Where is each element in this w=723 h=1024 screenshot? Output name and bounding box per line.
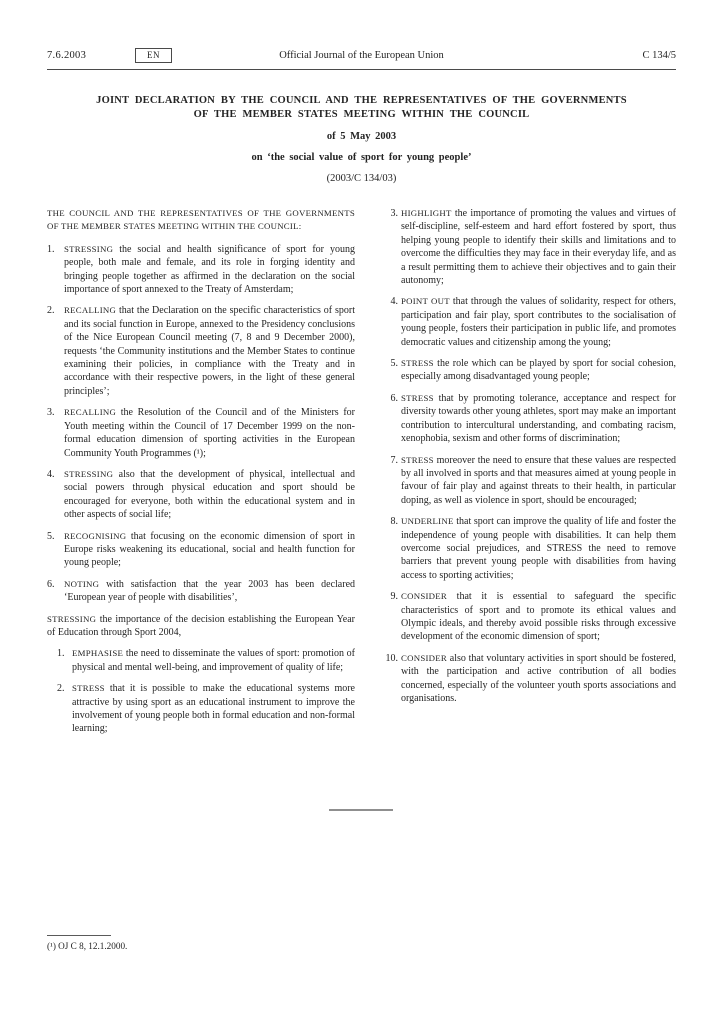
header-date: 7.6.2003 (47, 50, 87, 61)
end-divider (329, 809, 393, 811)
item-text: STRESS that it is possible to make the educational systems more attractive by using sport as an educational instrument to improve the involvement of young people both in formal education and non-formal learning; (72, 683, 355, 735)
item-text: RECALLING the Resolution of the Council and of the Ministers for Youth meeting within the Council of 17 December 1999 on the non-formal education dimension of sporting activities in the European Community Youth Programmes (¹); (64, 407, 355, 459)
sub-list-item (383, 295, 676, 349)
list-item (47, 530, 355, 570)
item-text: STRESS that by promoting tolerance, acceptance and respect for diversity towards other young athletes, sport may make an important contribution to intercultural understanding, and combating racism, xenophobia, sexism and other forms of discrimination; (401, 392, 677, 445)
sub-list-item (383, 392, 676, 446)
item-number: 10. (385, 652, 398, 664)
list-item (47, 468, 355, 522)
list-item (47, 304, 355, 398)
journal-title: Official Journal of the European Union (279, 50, 444, 61)
item-text: STRESS moreover the need to ensure that these values are respected by all involved in sports and that measures aimed at young people in favour of fair play and against threats to their health, in particular doping, as well as violence in sport, should be encouraged; (401, 454, 677, 506)
item-number: 4. (47, 468, 55, 480)
item-number: 5. (47, 530, 55, 542)
document-title: JOINT DECLARATION BY THE COUNCIL AND THE REPRESENTATIVES OF THE GOVERNMENTS OF THE MEMBER STATES MEETING WITHIN THE COUNCIL (96, 95, 627, 120)
item-number: 6. (390, 392, 398, 404)
item-text: HIGHLIGHT the importance of promoting the values and virtues of self-discipline, self-esteem and hard effort fostered by sport, thus helping young people to identify their skills and limitations and to overcome the difficulties they may face in their everyday life, and as a result permitting them to achieve their objectives and to gain their autonomy; (401, 208, 677, 287)
body-columns (47, 207, 676, 744)
item-number: 1. (47, 243, 55, 255)
page-header (47, 47, 676, 70)
item-number: 2. (57, 683, 65, 695)
page-number: C 134/5 (642, 50, 676, 61)
sub-list-item (383, 207, 676, 287)
item-text: RECOGNISING that focusing on the economic dimension of sport in Europe risks weakening its educational, social and health function for young people; (64, 530, 356, 569)
item-text: POINT OUT that through the values of solidarity, respect for others, participation and fair play, sport contributes to the socialisation of young people, fosters their participation in public life, and promotes democratic values and citizenship among the young; (401, 296, 676, 348)
item-text: STRESSING also that the development of physical, intellectual and social powers through physical education and sport should be encouraged for everyone, both within the educational system and in other aspects of social life; (64, 468, 355, 521)
footnote-text: (¹) OJ C 8, 12.1.2000. (47, 941, 128, 951)
item-number: 3. (47, 407, 55, 419)
item-text: CONSIDER also that voluntary activities in sport should be fostered, with the participation and active contribution of all bodies concerned, especially of the volunteer youth sports associations and organisations. (401, 652, 676, 704)
item-number: 6. (47, 578, 55, 590)
sub-list-item (383, 454, 676, 508)
item-text: STRESSING the social and health significance of sport for young people, both male and female, and its role in forging identity and bringing people together as affirmed in the declaration on the social importance of sport annexed to the Treaty of Amsterdam; (64, 243, 356, 296)
item-text: RECALLING that the Declaration on the specific characteristics of sport and its social function in Europe, annexed to the Presidency conclusions of the Nice European Council meeting (7, 8 and 9 December 2000), requests ‘the Community institutions and the Member States to continue examining their policies, in compliance with the Treaty and in accordance with their respective powers, in the light of these general principles’; (64, 305, 356, 397)
left-column (47, 207, 355, 744)
sub-list-item (383, 590, 676, 644)
title-block (47, 94, 676, 184)
sub-list-item (57, 647, 355, 674)
document-date-line: of 5 May 2003 (326, 131, 397, 142)
sub-list-item (383, 515, 676, 582)
footnote-rule (47, 935, 111, 936)
list-item (47, 243, 355, 297)
item-text: EMPHASISE the need to disseminate the values of sport: promotion of physical and mental well-being, and improvement of quality of life; (72, 648, 356, 673)
item-text: NOTING with satisfaction that the year 2003 has been declared ‘European year of people with disabilities’, (64, 578, 356, 604)
footnote-block (47, 935, 127, 951)
document-subject-line: on ‘the social value of sport for young people’ (251, 152, 472, 163)
sub-list-item (383, 652, 676, 706)
item-number: 4. (390, 296, 398, 308)
item-number: 8. (390, 516, 398, 528)
item-text: STRESS the role which can be played by sport for social cohesion, especially among disadvantaged young people; (401, 358, 676, 383)
item-number: 3. (390, 208, 398, 219)
right-column (383, 207, 676, 744)
sub-list-item (57, 682, 355, 736)
preamble: THE COUNCIL AND THE REPRESENTATIVES OF THE GOVERNMENTS OF THE MEMBER STATES MEETING WITHIN THE COUNCIL: (47, 208, 355, 232)
language-badge: EN (135, 48, 172, 63)
item-number: 7. (390, 454, 398, 466)
item-number: 1. (57, 648, 65, 660)
document-reference: (2003/C 134/03) (326, 173, 397, 184)
item-number: 5. (390, 358, 398, 370)
item-text: CONSIDER that it is essential to safeguard the specific characteristics of sport and to promote its ethical values and Olympic ideals, and thereby avoid possible risks through excessive development of the economic dimension of sport; (401, 591, 676, 643)
item-text: UNDERLINE that sport can improve the quality of life and foster the independence of young people with disabilities. It can help them overcome social prejudices, and STRESS the need to remove barriers that prevent young people with disabilities from having access to sporting activities; (401, 516, 676, 581)
list-item (47, 406, 355, 460)
item-number: 9. (390, 591, 398, 603)
sub-list-item (383, 357, 676, 384)
list-item (47, 578, 355, 605)
item-number: 2. (47, 305, 55, 317)
stressing-paragraph: STRESSING the importance of the decision establishing the European Year of Education through Sport 2004, (47, 613, 356, 638)
